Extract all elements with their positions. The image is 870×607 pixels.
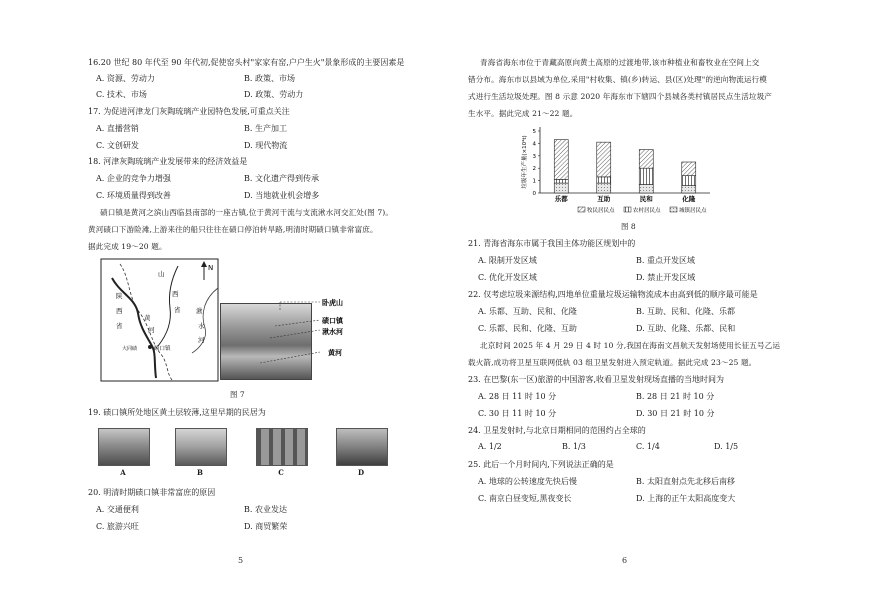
passage-line: 碛口镇是黄河之滨山西临县南部的一座古镇,位于黄河干流与支流湫水河交汇处(图 7)。 bbox=[100, 208, 394, 217]
passage-line: 黄河碛口下游险滩,上游来往的船只往往在碛口停泊转旱路,明清时期碛口镇非常富庶。 bbox=[88, 225, 378, 234]
photo-callouts bbox=[220, 258, 350, 383]
page-number-right: 6 bbox=[622, 556, 628, 565]
q18-option-c[interactable]: C. 环境质量得到改善 bbox=[96, 191, 171, 200]
q16-option-a[interactable]: A. 资源、劳动力 bbox=[96, 74, 155, 83]
passage-line: 生水平。据此完成 21～22 题。 bbox=[468, 109, 578, 118]
q18-option-d[interactable]: D. 当地就业机会增多 bbox=[244, 191, 320, 200]
bar-segment bbox=[554, 179, 568, 183]
q20-option-b[interactable]: B. 农业发达 bbox=[244, 505, 287, 514]
house-photo-d[interactable] bbox=[336, 428, 388, 466]
q16-option-b[interactable]: B. 政策、市场 bbox=[244, 74, 295, 83]
legend-swatch bbox=[578, 207, 585, 212]
fig7-caption: 图 7 bbox=[230, 390, 245, 399]
bar-segment bbox=[597, 142, 611, 177]
legend-label: 牧民居民点 bbox=[587, 208, 615, 214]
svg-text:山: 山 bbox=[158, 270, 165, 278]
q16-stem: 16.20 世纪 80 年代至 90 年代初,促使窑头村"家家有窑,户户生火"景象形成的主要因素是 bbox=[88, 58, 405, 67]
q20-option-a[interactable]: A. 交通便利 bbox=[96, 505, 139, 514]
q22-option-c[interactable]: C. 乐都、民和、化隆、互助 bbox=[478, 324, 577, 333]
y-axis-label: 垃圾年生产量(×10⁴t) bbox=[522, 135, 528, 189]
x-tick-label: 化隆 bbox=[682, 195, 696, 203]
figure-8-chart bbox=[510, 123, 740, 223]
svg-text:河: 河 bbox=[198, 336, 205, 344]
x-tick-label: 乐都 bbox=[554, 195, 568, 203]
q19-label-b: B bbox=[197, 468, 203, 477]
q17-option-a[interactable]: A. 直播营销 bbox=[96, 124, 139, 133]
svg-text:黄河: 黄河 bbox=[328, 349, 342, 357]
legend-swatch bbox=[624, 207, 631, 212]
passage-line: 载火箭,成功将卫星互联网低轨 03 组卫星发射进入预定轨道。据此完成 23～25 题。 bbox=[468, 358, 757, 367]
q17-stem: 17. 为促进河津龙门灰陶琉璃产业园特色发展,可重点关注 bbox=[88, 107, 290, 116]
svg-text:湫水河: 湫水河 bbox=[322, 328, 343, 336]
qikou-marker-icon bbox=[148, 345, 152, 349]
legend-label: 农村居民点 bbox=[633, 208, 661, 214]
q25-option-b[interactable]: B. 太阳直射点先北移后南移 bbox=[636, 477, 735, 486]
house-photo-a[interactable] bbox=[98, 428, 150, 466]
q24-option-c[interactable]: C. 1/4 bbox=[636, 442, 660, 451]
q17-option-c[interactable]: C. 文创研发 bbox=[96, 141, 139, 150]
q17-option-b[interactable]: B. 生产加工 bbox=[244, 124, 287, 133]
q22-option-b[interactable]: B. 互助、民和、化隆、乐都 bbox=[636, 307, 735, 316]
north-label: N bbox=[208, 264, 214, 272]
q24-stem: 24. 卫星发射时,与北京日期相同的范围约占全球的 bbox=[468, 426, 646, 435]
x-tick-label: 民和 bbox=[639, 195, 653, 203]
q21-stem: 21. 青海省海东市属于我国主体功能区规划中的 bbox=[468, 239, 636, 248]
house-photo-c[interactable] bbox=[256, 428, 308, 466]
q18-option-a[interactable]: A. 企业的竞争力增强 bbox=[96, 174, 171, 183]
bar-segment bbox=[554, 140, 568, 180]
q19-label-d: D bbox=[357, 468, 365, 477]
q20-stem: 20. 明清时期碛口镇非常富庶的原因 bbox=[88, 488, 216, 497]
fig8-caption: 图 8 bbox=[621, 222, 636, 231]
bar-segment bbox=[554, 183, 568, 193]
y-tick-label: 4 bbox=[532, 141, 536, 148]
svg-text:水: 水 bbox=[198, 322, 205, 330]
bar-segment bbox=[597, 183, 611, 193]
q22-option-a[interactable]: A. 乐都、互助、民和、化隆 bbox=[478, 307, 577, 316]
q24-option-b[interactable]: B. 1/3 bbox=[562, 442, 586, 451]
y-tick-label: 5 bbox=[532, 129, 536, 135]
q19-label-a: A bbox=[120, 468, 126, 477]
svg-text:碛口镇: 碛口镇 bbox=[154, 346, 171, 352]
figure-7 bbox=[100, 258, 350, 383]
page-number-left: 5 bbox=[238, 556, 244, 565]
bar-segment bbox=[639, 150, 653, 169]
svg-text:省: 省 bbox=[174, 306, 181, 314]
q23-stem: 23. 在巴黎(东一区)旅游的中国游客,收看卫星发射现场直播的当地时间为 bbox=[468, 375, 725, 384]
q21-option-d[interactable]: D. 禁止开发区域 bbox=[636, 273, 696, 282]
legend-label: 城镇居民点 bbox=[679, 208, 707, 214]
q23-option-b[interactable]: B. 28 日 21 时 10 分 bbox=[636, 392, 715, 401]
q24-option-d[interactable]: D. 1/5 bbox=[714, 442, 739, 451]
q25-option-a[interactable]: A. 地球的公转速度先快后慢 bbox=[478, 477, 577, 486]
q16-option-d[interactable]: D. 政策、劳动力 bbox=[244, 90, 304, 99]
svg-text:湫: 湫 bbox=[196, 307, 203, 315]
q18-option-b[interactable]: B. 文化遗产得到传承 bbox=[244, 174, 319, 183]
q23-option-a[interactable]: A. 28 日 11 时 10 分 bbox=[478, 392, 557, 401]
q19-label-c: C bbox=[278, 468, 284, 477]
bar-segment bbox=[682, 162, 696, 176]
svg-text:省: 省 bbox=[116, 322, 123, 330]
svg-text:黄: 黄 bbox=[144, 314, 151, 322]
passage-line: 式进行生活垃圾处理。图 8 示意 2020 年海东市下辖四个县城各类村镇居民点生活垃圾产 bbox=[468, 92, 772, 101]
q22-stem: 22. 仅考虑垃圾来源结构,四地单位重量垃圾运输物流成本由高到低的顺序最可能是 bbox=[468, 290, 758, 299]
q17-option-d[interactable]: D. 现代物流 bbox=[244, 141, 288, 150]
svg-text:西: 西 bbox=[116, 307, 123, 315]
q20-option-d[interactable]: D. 商贸繁荣 bbox=[244, 522, 288, 531]
q23-option-c[interactable]: C. 30 日 11 时 10 分 bbox=[478, 409, 557, 418]
passage-line: 据此完成 19～20 题。 bbox=[88, 242, 167, 251]
y-tick-label: 0 bbox=[532, 191, 536, 197]
svg-text:卧虎山: 卧虎山 bbox=[322, 299, 343, 307]
svg-text:碛口镇: 碛口镇 bbox=[322, 317, 343, 325]
bar-segment bbox=[682, 176, 696, 186]
passage-line: 北京时间 2025 年 4 月 29 日 4 时 10 分,我国在海南文昌航天发射场使用长征五号乙运 bbox=[480, 341, 781, 350]
q24-option-a[interactable]: A. 1/2 bbox=[478, 442, 502, 451]
passage-line: 错分布。海东市以县域为单位,采用"村收集、镇(乡)转运、县(区)处理"的逆向物流运行模 bbox=[468, 75, 767, 84]
legend-swatch bbox=[670, 207, 677, 212]
y-tick-label: 2 bbox=[532, 166, 536, 173]
passage-line: 青海省海东市位于青藏高原向黄土高原的过渡地带,该市种植业和畜牧业在空间上交 bbox=[480, 58, 760, 67]
q25-option-c[interactable]: C. 南京白昼变短,黑夜变长 bbox=[478, 494, 572, 503]
q21-option-c[interactable]: C. 优化开发区域 bbox=[478, 273, 537, 282]
q20-option-c[interactable]: C. 旅游兴旺 bbox=[96, 522, 139, 531]
svg-text:陕: 陕 bbox=[116, 292, 123, 300]
bar-segment bbox=[597, 177, 611, 183]
map-diagram bbox=[100, 258, 220, 383]
q25-stem: 25. 此后一个月时间内,下列说法正确的是 bbox=[468, 460, 614, 469]
q16-option-c[interactable]: C. 技术、市场 bbox=[96, 90, 147, 99]
q22-option-d[interactable]: D. 互助、化隆、乐都、民和 bbox=[636, 324, 736, 333]
y-tick-label: 3 bbox=[532, 153, 536, 160]
house-photo-b[interactable] bbox=[175, 428, 227, 466]
x-tick-label: 互助 bbox=[597, 195, 611, 203]
y-tick-label: 1 bbox=[532, 178, 536, 185]
bar-segment bbox=[682, 186, 696, 193]
q18-stem: 18. 河津灰陶琉璃产业发展带来的经济效益是 bbox=[88, 157, 248, 166]
bar-segment bbox=[639, 184, 653, 193]
q21-option-a[interactable]: A. 限制开发区域 bbox=[478, 256, 537, 265]
q25-option-d[interactable]: D. 上海的正午太阳高度变大 bbox=[636, 494, 736, 503]
svg-text:大同碛: 大同碛 bbox=[122, 346, 138, 352]
q19-stem: 19. 碛口镇所处地区黄土层较薄,这里早期的民居为 bbox=[88, 408, 266, 417]
svg-text:西: 西 bbox=[172, 290, 179, 298]
svg-text:河: 河 bbox=[148, 326, 155, 334]
q23-option-d[interactable]: D. 30 日 21 时 10 分 bbox=[636, 409, 715, 418]
bar-segment bbox=[639, 168, 653, 184]
q21-option-b[interactable]: B. 重点开发区域 bbox=[636, 256, 695, 265]
